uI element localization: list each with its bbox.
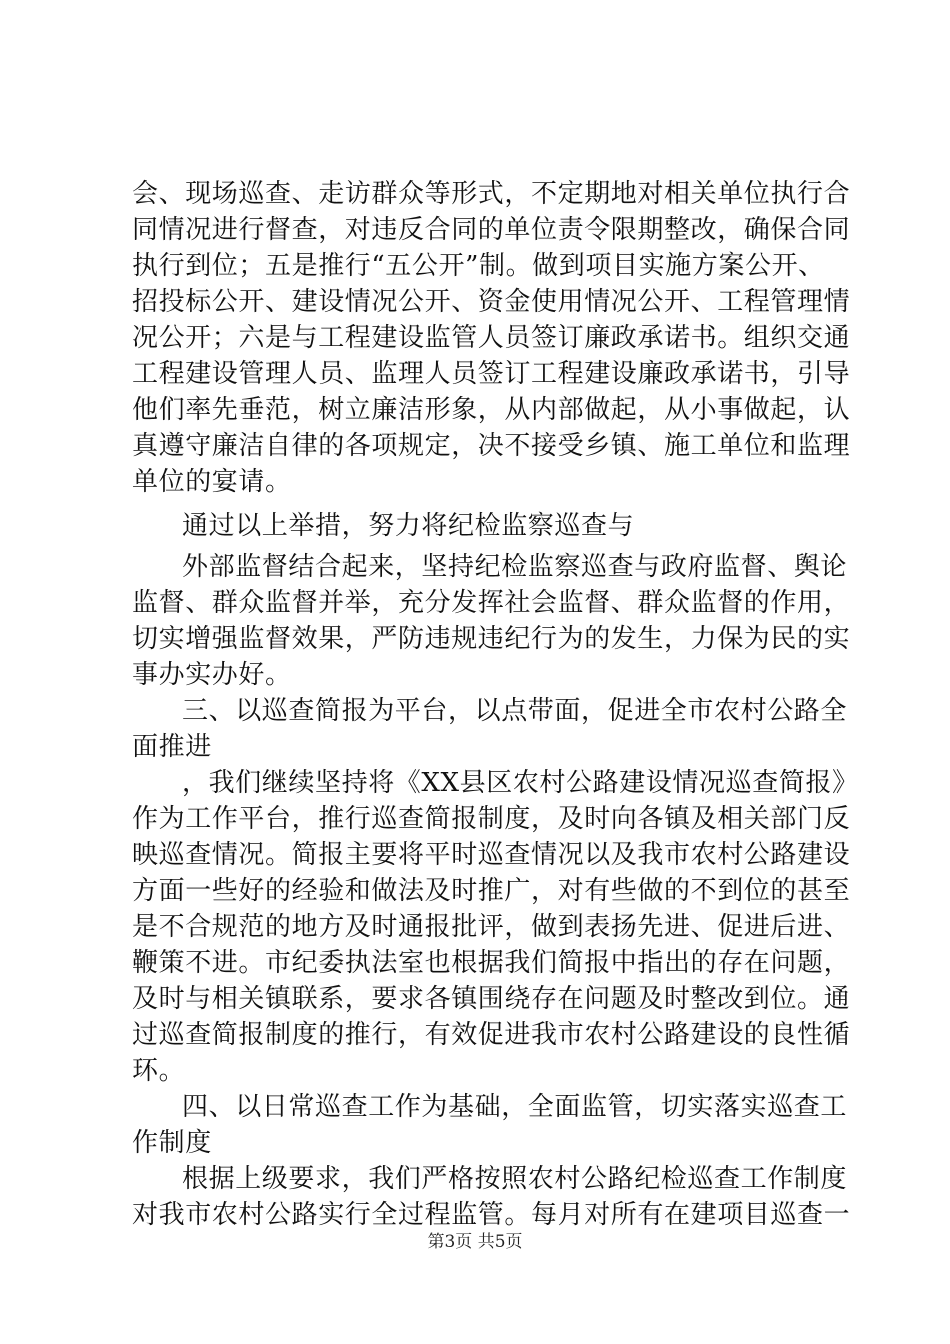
text-line: 及时与相关镇联系，要求各镇围绕存在问题及时整改到位。通: [132, 984, 851, 1014]
text-line: 执行到位；五是推行“五公开”制。做到项目实施方案公开、: [132, 251, 825, 281]
text-line: 环。: [132, 1056, 186, 1086]
section-heading: 四、以日常巡查工作为基础，全面监管，切实落实巡查工: [182, 1092, 848, 1122]
section-heading: 面推进: [132, 732, 212, 762]
section-heading: 作制度: [132, 1128, 212, 1158]
text-line: ，我们继续坚持将《XX县区农村公路建设情况巡查简报》: [182, 768, 859, 798]
text-line: 工程建设管理人员、监理人员签订工程建设廉政承诺书，引导: [132, 359, 851, 389]
text-line: 作为工作平台，推行巡查简报制度，及时向各镇及相关部门反: [132, 804, 851, 834]
page-number-footer: 第3页 共5页: [427, 1232, 523, 1252]
text-line: 招投标公开、建设情况公开、资金使用情况公开、工程管理情: [132, 287, 851, 317]
text-line: 鞭策不进。市纪委执法室也根据我们简报中指出的存在问题，: [132, 948, 851, 978]
text-line: 真遵守廉洁自律的各项规定，决不接受乡镇、施工单位和监理: [132, 431, 851, 461]
text-line: 单位的宴请。: [132, 467, 292, 497]
text-line: 根据上级要求，我们严格按照农村公路纪检巡查工作制度: [182, 1164, 848, 1194]
text-line: 事办实办好。: [132, 660, 292, 690]
text-line: 对我市农村公路实行全过程监管。每月对所有在建项目巡查一: [132, 1200, 851, 1230]
text-line: 监督、群众监督并举，充分发挥社会监督、群众监督的作用，: [132, 588, 851, 618]
text-line: 过巡查简报制度的推行，有效促进我市农村公路建设的良性循: [132, 1020, 851, 1050]
text-line: 会、现场巡查、走访群众等形式，不定期地对相关单位执行合: [132, 179, 851, 209]
text-line: 是不合规范的地方及时通报批评，做到表扬先进、促进后进、: [132, 912, 851, 942]
text-line: 同情况进行督查，对违反合同的单位责令限期整改，确保合同: [132, 215, 851, 245]
text-line: 映巡查情况。简报主要将平时巡查情况以及我市农村公路建设: [132, 840, 851, 870]
text-line: 方面一些好的经验和做法及时推广，对有些做的不到位的甚至: [132, 876, 851, 906]
text-line: 切实增强监督效果，严防违规违纪行为的发生，力保为民的实: [132, 624, 851, 654]
text-line: 况公开；六是与工程建设监管人员签订廉政承诺书。组织交通: [132, 323, 851, 353]
text-line: 通过以上举措，努力将纪检监察巡查与: [182, 511, 635, 541]
section-heading: 三、以巡查简报为平台，以点带面，促进全市农村公路全: [182, 696, 848, 726]
text-line: 他们率先垂范，树立廉洁形象，从内部做起，从小事做起，认: [132, 395, 851, 425]
text-line: 外部监督结合起来，坚持纪检监察巡查与政府监督、舆论: [182, 552, 848, 582]
